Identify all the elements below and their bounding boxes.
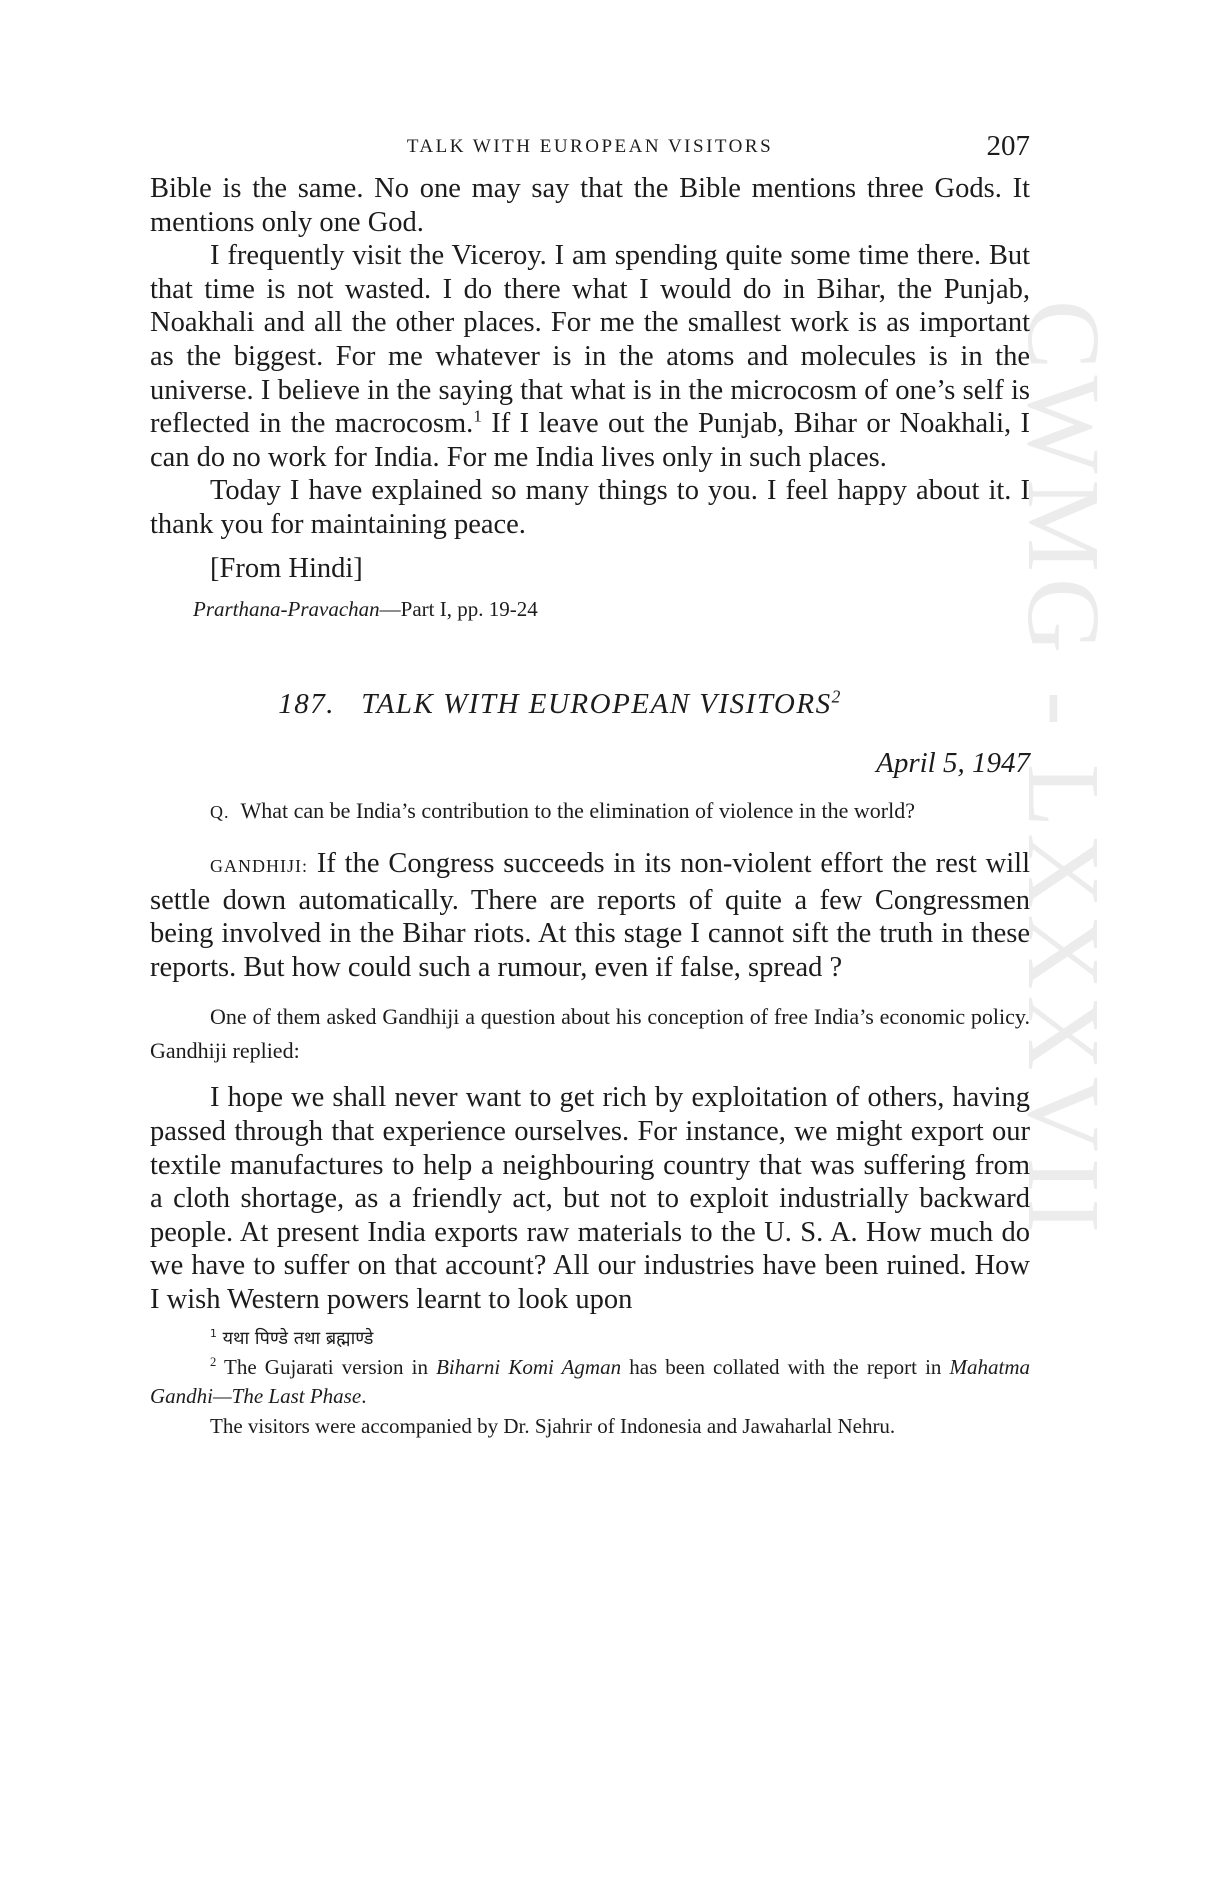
running-header	[150, 130, 1030, 172]
gandhiji-answer: GANDHIJI: If the Congress succeeds in its non-violent effort the rest will settle down automatically. There are reports of quite a few Congressmen being involved in the Bihar riots. At this stage I cannot sift the truth in these reports. But how could such a rumour, even if false, spread ?	[150, 848, 1030, 983]
section-number: 187.	[278, 687, 335, 720]
footnote-ref-1: 1	[473, 406, 482, 426]
source-language: [From Hindi]	[210, 552, 363, 584]
section-heading	[150, 685, 1030, 721]
footnote-2: $^2$ The Gujarati version in Biharni Komi Agman has been collated with the report in Mahatma Gandhi—The Last Phase.	[150, 1354, 1031, 1409]
question: Q. What can be India’s contribution to the elimination of violence in the world?	[210, 797, 915, 823]
footnotes	[150, 1325, 1030, 1442]
footnote-2-continued: The visitors were accompanied by Dr. Sjahrir of Indonesia and Jawaharlal Nehru.	[210, 1413, 896, 1438]
source-publication: Prarthana-Pravachan—Part I, pp. 19-24	[193, 596, 538, 621]
paragraph-viceroy: I frequently visit the Viceroy. I am spending quite some time there. But that time is not wasted. I do there what I would do in Bihar, the Punjab, Noakhali and all the other places. For me the smallest work is as important as the biggest. For me whatever is in the atoms and molecules is in the universe. I believe in the saying that what is in the microcosm of one’s self is reflected in the macrocosm.$^1$ If I leave out the Punjab, Bihar or Noakhali, I can do no work for India. For me India lives only in such places.	[150, 240, 1030, 473]
gandhiji-reply: I hope we shall never want to get rich by exploitation of others, having passed through that experience ourselves. For instance, we might export our textile manufactures to help a neighbouring country that was suffering from a cloth shortage, as a friendly act, but not to exploit industrially backward people. At present India exports raw materials to the U. S. A. How much do we have to suffer on that account? All our industries have been ruined. How I wish Western powers learnt to look upon	[150, 1082, 1030, 1315]
page	[150, 130, 1030, 1441]
footnote-ref-2: 2	[831, 685, 842, 706]
speaker-label: GANDHIJI:	[210, 856, 308, 877]
page-number: 207	[986, 130, 1030, 162]
reply-introduction: One of them asked Gandhiji a question about his conception of free India’s economic policy. Gandhiji replied:	[150, 1004, 1030, 1063]
paragraph-continued: Bible is the same. No one may say that the Bible mentions three Gods. It mentions only one God.	[150, 173, 1030, 238]
paragraph-closing: Today I have explained so many things to you. I feel happy about it. I thank you for maintaining peace.	[150, 475, 1030, 540]
running-title: TALK WITH EUROPEAN VISITORS	[406, 136, 774, 157]
watermark: CWMG - LXXXVII	[1006, 300, 1121, 1239]
footnote-1: $^1$ यथा पिण्डे तथा ब्रह्माण्डे	[210, 1326, 374, 1349]
section-title: TALK WITH EUROPEAN VISITORS	[361, 687, 832, 720]
section-date: April 5, 1947	[876, 746, 1030, 779]
question-label: Q.	[210, 801, 230, 822]
